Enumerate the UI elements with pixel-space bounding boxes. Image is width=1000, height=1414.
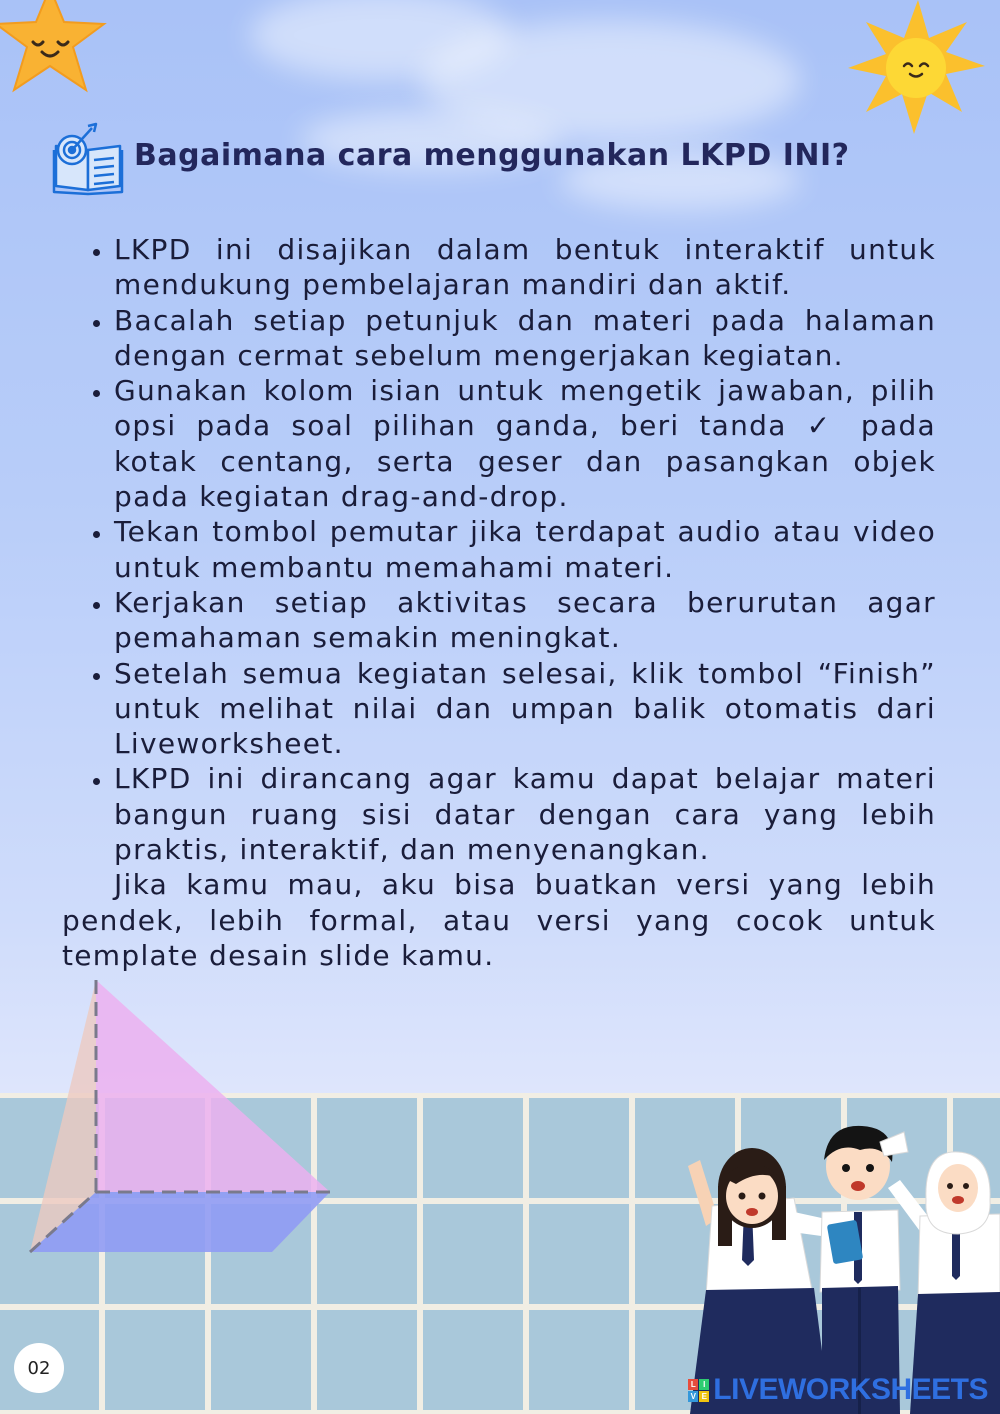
book-target-icon [54, 124, 122, 194]
instruction-item: • Kerjakan setiap aktivitas secara berurutan agar pemahaman semakin meningkat. [114, 585, 936, 656]
instruction-list [62, 232, 936, 867]
instruction-item: • Tekan tombol pemutar jika terdapat audio atau video untuk membantu memahami materi. [114, 514, 936, 585]
smiling-sun-icon [848, 0, 985, 134]
instruction-item: • Gunakan kolom isian untuk mengetik jawaban, pilih opsi pada soal pilihan ganda, beri tanda ✓ pada kotak centang, serta geser dan pasangkan objek pada kegiatan drag-and-drop. [114, 373, 936, 514]
logo-letter: I [699, 1379, 709, 1390]
logo-letter: E [699, 1391, 709, 1402]
logo-letter: L [688, 1379, 698, 1390]
smiling-star-icon [0, 0, 104, 90]
instruction-item: • LKPD ini disajikan dalam bentuk interaktif untuk mendukung pembelajaran mandiri dan aktif. [114, 232, 936, 303]
instructions-section [62, 232, 936, 973]
instruction-item: • Setelah semua kegiatan selesai, klik tombol “Finish” untuk melihat nilai dan umpan balik otomatis dari Liveworksheet. [114, 656, 936, 762]
instruction-item: • LKPD ini dirancang agar kamu dapat belajar materi bangun ruang sisi datar dengan cara yang lebih praktis, interaktif, dan menyenangkan. [114, 761, 936, 867]
student-boy-middle [820, 1126, 908, 1414]
instruction-item: • Bacalah setiap petunjuk dan materi pada halaman dengan cermat sebelum mengerjakan kegiatan. [114, 303, 936, 374]
pyramid-illustration [30, 980, 330, 1252]
logo-letter: V [688, 1391, 698, 1402]
students-illustration [688, 1126, 1000, 1414]
closing-paragraph: Jika kamu mau, aku bisa buatkan versi yang lebih pendek, lebih formal, atau versi yang cocok untuk template desain slide kamu. [62, 868, 936, 972]
liveworksheets-logo [688, 1379, 709, 1402]
liveworksheets-brand[interactable] [688, 1373, 988, 1407]
page-title: Bagaimana cara menggunakan LKPD INI? [134, 138, 850, 173]
page-number-badge [14, 1343, 64, 1393]
page-number: 02 [27, 1357, 51, 1379]
brand-name: LIVEWORKSHEETS [713, 1373, 988, 1406]
